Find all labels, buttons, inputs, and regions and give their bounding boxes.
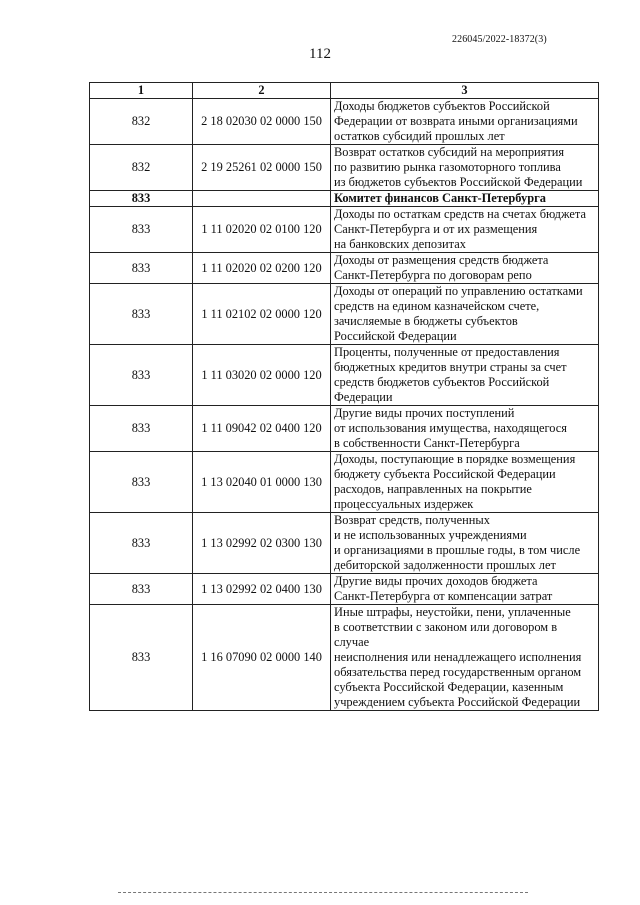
admin-code-cell: 833: [90, 191, 193, 207]
admin-code-cell: 833: [90, 207, 193, 253]
budget-revenue-codes-table: [89, 82, 599, 711]
description-line: дебиторской задолженности прошлых лет: [334, 558, 556, 572]
revenue-code-cell: 1 16 07090 02 0000 140: [193, 605, 331, 711]
description-line: Федерации: [334, 390, 393, 404]
revenue-code-cell: 1 13 02992 02 0300 130: [193, 513, 331, 574]
description-line: неисполнения или ненадлежащего исполнения: [334, 650, 582, 664]
revenue-code-cell: 1 11 02102 02 0000 120: [193, 284, 331, 345]
table-row: [90, 452, 599, 513]
description-line: зачисляемые в бюджеты субъектов: [334, 314, 518, 328]
table-row: [90, 145, 599, 191]
description-line: из бюджетов субъектов Российской Федерации: [334, 175, 583, 189]
revenue-code-cell: 1 13 02992 02 0400 130: [193, 574, 331, 605]
description-line: Другие виды прочих поступлений: [334, 406, 515, 420]
description-line: Санкт-Петербурга по договорам репо: [334, 268, 532, 282]
description-line: Санкт-Петербурга и от их размещения: [334, 222, 538, 236]
description-cell: [331, 145, 599, 191]
description-line: Возврат средств, полученных: [334, 513, 490, 527]
description-line: бюджетных кредитов внутри страны за счет: [334, 360, 567, 374]
admin-code-cell: 832: [90, 145, 193, 191]
table-row: [90, 513, 599, 574]
table-row: [90, 207, 599, 253]
column-header-2: 2: [193, 83, 331, 99]
description-cell: [331, 574, 599, 605]
description-cell: [331, 284, 599, 345]
table-row: [90, 253, 599, 284]
description-cell: [331, 452, 599, 513]
description-cell: [331, 513, 599, 574]
description-line: и не использованных учреждениями: [334, 528, 527, 542]
description-line: Доходы бюджетов субъектов Российской: [334, 99, 550, 113]
table-row: [90, 406, 599, 452]
table-row: [90, 574, 599, 605]
table-row: [90, 284, 599, 345]
table-row: [90, 99, 599, 145]
table-row: [90, 191, 599, 207]
revenue-code-cell: [193, 191, 331, 207]
table-row: [90, 345, 599, 406]
admin-code-cell: 833: [90, 345, 193, 406]
page-number: 112: [309, 46, 331, 62]
column-header-1: 1: [90, 83, 193, 99]
description-line: Комитет финансов Санкт-Петербурга: [334, 191, 546, 205]
table-row: [90, 605, 599, 711]
description-line: Федерации от возврата иными организациями: [334, 114, 578, 128]
description-line: остатков субсидий прошлых лет: [334, 129, 505, 143]
revenue-code-cell: 2 18 02030 02 0000 150: [193, 99, 331, 145]
description-cell: [331, 207, 599, 253]
description-line: Доходы, поступающие в порядке возмещения: [334, 452, 576, 466]
admin-code-cell: 833: [90, 253, 193, 284]
revenue-code-cell: 2 19 25261 02 0000 150: [193, 145, 331, 191]
description-cell: [331, 253, 599, 284]
description-line: Доходы от размещения средств бюджета: [334, 253, 549, 267]
description-line: средств на едином казначейском счете,: [334, 299, 540, 313]
table-header-row: [90, 83, 599, 99]
description-line: Проценты, полученные от предоставления: [334, 345, 560, 359]
description-line: и организациями в прошлые годы, в том числе: [334, 543, 581, 557]
revenue-code-cell: 1 11 02020 02 0200 120: [193, 253, 331, 284]
description-line: учреждением субъекта Российской Федерации: [334, 695, 581, 709]
description-line: бюджету субъекта Российской Федерации: [334, 467, 556, 481]
description-line: по развитию рынка газомоторного топлива: [334, 160, 561, 174]
description-line: Иные штрафы, неустойки, пени, уплаченные: [334, 605, 571, 619]
description-line: в соответствии с законом или договором в случае: [334, 620, 558, 649]
description-cell: [331, 605, 599, 711]
document-registration-number: 226045/2022-18372(3): [452, 34, 547, 45]
description-line: средств бюджетов субъектов Российской: [334, 375, 550, 389]
revenue-code-cell: 1 11 03020 02 0000 120: [193, 345, 331, 406]
description-line: Другие виды прочих доходов бюджета: [334, 574, 538, 588]
admin-code-cell: 833: [90, 452, 193, 513]
admin-code-cell: 833: [90, 574, 193, 605]
description-cell: [331, 99, 599, 145]
revenue-code-cell: 1 11 09042 02 0400 120: [193, 406, 331, 452]
description-cell: [331, 191, 599, 207]
revenue-code-cell: 1 11 02020 02 0100 120: [193, 207, 331, 253]
description-line: от использования имущества, находящегося: [334, 421, 567, 435]
column-header-3: 3: [331, 83, 599, 99]
admin-code-cell: 833: [90, 513, 193, 574]
admin-code-cell: 832: [90, 99, 193, 145]
description-line: Российской Федерации: [334, 329, 457, 343]
description-line: субъекта Российской Федерации, казенным: [334, 680, 564, 694]
description-line: в собственности Санкт-Петербурга: [334, 436, 520, 450]
admin-code-cell: 833: [90, 284, 193, 345]
description-cell: [331, 345, 599, 406]
description-line: Доходы по остаткам средств на счетах бюджета: [334, 207, 586, 221]
admin-code-cell: 833: [90, 605, 193, 711]
admin-code-cell: 833: [90, 406, 193, 452]
description-cell: [331, 406, 599, 452]
description-line: на банковских депозитах: [334, 237, 466, 251]
description-line: Санкт-Петербурга от компенсации затрат: [334, 589, 553, 603]
description-line: Доходы от операций по управлению остатками: [334, 284, 583, 298]
description-line: процессуальных издержек: [334, 497, 474, 511]
description-line: расходов, направленных на покрытие: [334, 482, 532, 496]
footer-divider: [118, 892, 528, 893]
revenue-code-cell: 1 13 02040 01 0000 130: [193, 452, 331, 513]
description-line: Возврат остатков субсидий на мероприятия: [334, 145, 565, 159]
description-line: обязательства перед государственным органом: [334, 665, 582, 679]
